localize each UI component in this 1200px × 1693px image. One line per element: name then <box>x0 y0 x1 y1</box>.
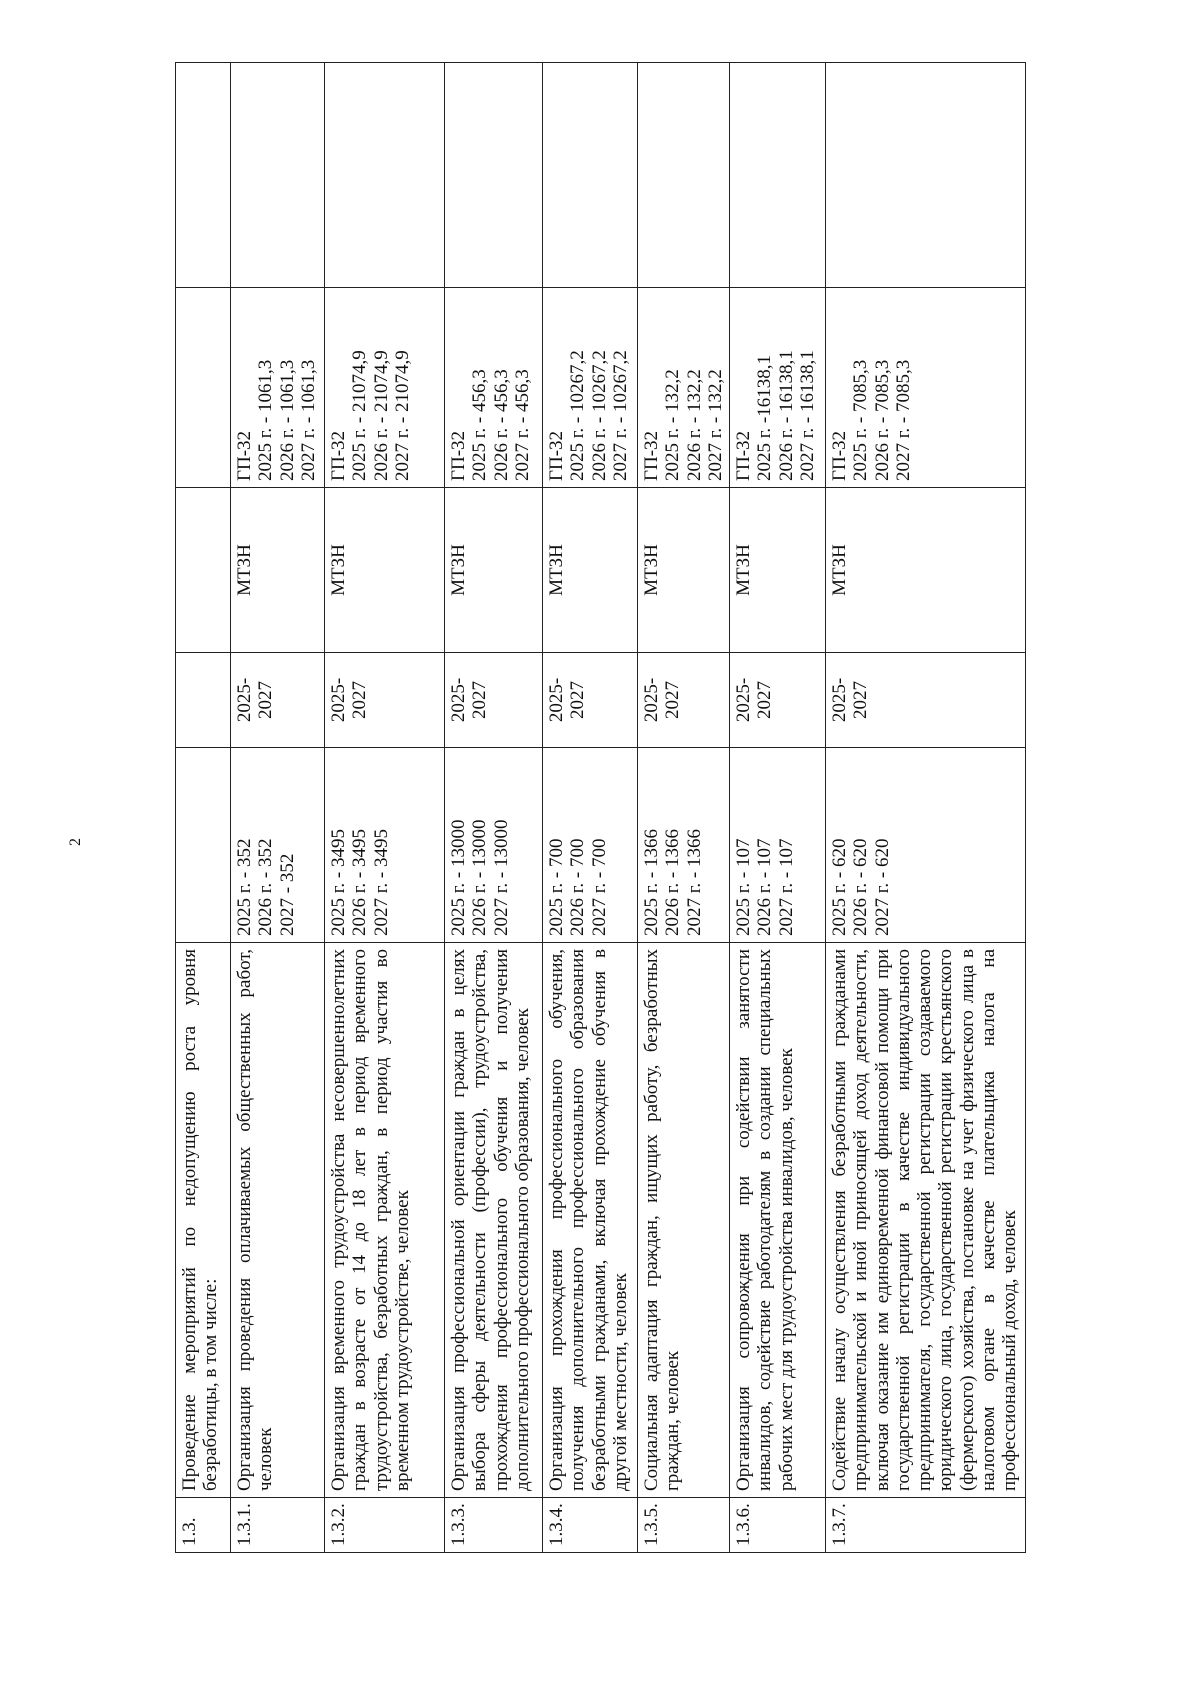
row-executor: МТЗН <box>543 488 638 653</box>
table-row <box>325 63 445 1553</box>
row-number: 1.3.7. <box>826 1498 1026 1553</box>
row-executor: МТЗН <box>826 488 1026 653</box>
row-number: 1.3.1. <box>231 1498 325 1553</box>
empty-cell <box>826 63 1026 288</box>
row-period: 2025- 2027 <box>445 653 543 748</box>
row-indicators: 2025 г. - 700 2026 г. - 700 2027 г. - 700 <box>543 748 638 943</box>
empty-cell <box>176 488 231 653</box>
row-period: 2025- 2027 <box>325 653 445 748</box>
row-description: Содействие началу осуществления безработными гражданами предпринимательской и иной приносящей доход деятельности, включая оказание им единовременной финансовой помощи при государственной регистрации в качестве индивидуального предпринимателя, государственной регистрации создаваемого юридического лица, государственной регистрации крестьянского (фермерского) хозяйства, постановке на учет физического лица в налоговом органе в качестве плательщика налога на профессиональный доход, человек <box>826 943 1026 1498</box>
empty-cell <box>638 63 730 288</box>
row-indicators: 2025 г. - 13000 2026 г. - 13000 2027 г. - 13000 <box>445 748 543 943</box>
row-indicators: 2025 г. - 620 2026 г. - 620 2027 г. - 620 <box>826 748 1026 943</box>
table-row-header <box>176 63 231 1553</box>
row-description: Организация профессиональной ориентации граждан в целях выбора сферы деятельности (профессии), трудоустройства, прохождения профессионального обучения и получения дополнительного профессионального образования, человек <box>445 943 543 1498</box>
row-executor: МТЗН <box>445 488 543 653</box>
rotated-table-container <box>175 63 1025 1553</box>
row-financing: ГП-32 2025 г. - 456,3 2026 г. - 456,3 2027 г. - 456,3 <box>445 288 543 488</box>
empty-cell <box>176 63 231 288</box>
row-description: Социальная адаптация граждан, ищущих работу, безработных граждан, человек <box>638 943 730 1498</box>
row-financing: ГП-32 2025 г. - 1061,3 2026 г. - 1061,3 2027 г. - 1061,3 <box>231 288 325 488</box>
row-period: 2025- 2027 <box>730 653 826 748</box>
table-row <box>638 63 730 1553</box>
measures-table <box>175 62 1026 1553</box>
row-financing: ГП-32 2025 г. - 10267,2 2026 г. - 10267,2 2027 г. - 10267,2 <box>543 288 638 488</box>
empty-cell <box>176 748 231 943</box>
row-indicators: 2025 г. - 3495 2026 г. - 3495 2027 г. - 3495 <box>325 748 445 943</box>
row-indicators: 2025 г. - 352 2026 г. - 352 2027 - 352 <box>231 748 325 943</box>
row-number: 1.3.3. <box>445 1498 543 1553</box>
row-executor: МТЗН <box>730 488 826 653</box>
row-indicators: 2025 г. - 107 2026 г. - 107 2027 г. - 107 <box>730 748 826 943</box>
empty-cell <box>543 63 638 288</box>
row-financing: ГП-32 2025 г. -16138,1 2026 г. - 16138,1 2027 г. - 16138,1 <box>730 288 826 488</box>
row-financing: ГП-32 2025 г. - 132,2 2026 г. - 132,2 2027 г. - 132,2 <box>638 288 730 488</box>
row-period: 2025- 2027 <box>543 653 638 748</box>
row-period: 2025- 2027 <box>826 653 1026 748</box>
row-executor: МТЗН <box>231 488 325 653</box>
row-period: 2025- 2027 <box>638 653 730 748</box>
row-executor: МТЗН <box>638 488 730 653</box>
table-row <box>543 63 638 1553</box>
empty-cell <box>231 63 325 288</box>
row-number: 1.3. <box>176 1498 231 1553</box>
table-row <box>826 63 1026 1553</box>
row-description: Организация прохождения профессионального обучения, получения дополнительного профессионального образования безработными гражданами, включая прохождение обучения в другой местности, человек <box>543 943 638 1498</box>
page-number: 2 <box>67 838 84 846</box>
row-number: 1.3.5. <box>638 1498 730 1553</box>
row-financing: ГП-32 2025 г. - 7085,3 2026 г. - 7085,3 2027 г. - 7085,3 <box>826 288 1026 488</box>
row-description: Организация проведения оплачиваемых общественных работ, человек <box>231 943 325 1498</box>
row-indicators: 2025 г. - 1366 2026 г. - 1366 2027 г. - 1366 <box>638 748 730 943</box>
row-financing: ГП-32 2025 г. - 21074,9 2026 г. - 21074,9 2027 г. - 21074,9 <box>325 288 445 488</box>
table-row <box>231 63 325 1553</box>
empty-cell <box>730 63 826 288</box>
row-period: 2025- 2027 <box>231 653 325 748</box>
table-row <box>445 63 543 1553</box>
row-description: Организация сопровождения при содействии занятости инвалидов, содействие работодателям в создании специальных рабочих мест для трудоустройства инвалидов, человек <box>730 943 826 1498</box>
empty-cell <box>176 653 231 748</box>
row-number: 1.3.4. <box>543 1498 638 1553</box>
empty-cell <box>325 63 445 288</box>
row-number: 1.3.2. <box>325 1498 445 1553</box>
row-description: Проведение мероприятий по недопущению роста уровня безработицы, в том числе: <box>176 943 231 1498</box>
table-row <box>730 63 826 1553</box>
row-description: Организация временного трудоустройства несовершеннолетних граждан в возрасте от 14 до 18 лет в период временного трудоустройства, безработных граждан, в период участия во временном трудоустройстве, человек <box>325 943 445 1498</box>
row-executor: МТЗН <box>325 488 445 653</box>
empty-cell <box>445 63 543 288</box>
empty-cell <box>176 288 231 488</box>
row-number: 1.3.6. <box>730 1498 826 1553</box>
